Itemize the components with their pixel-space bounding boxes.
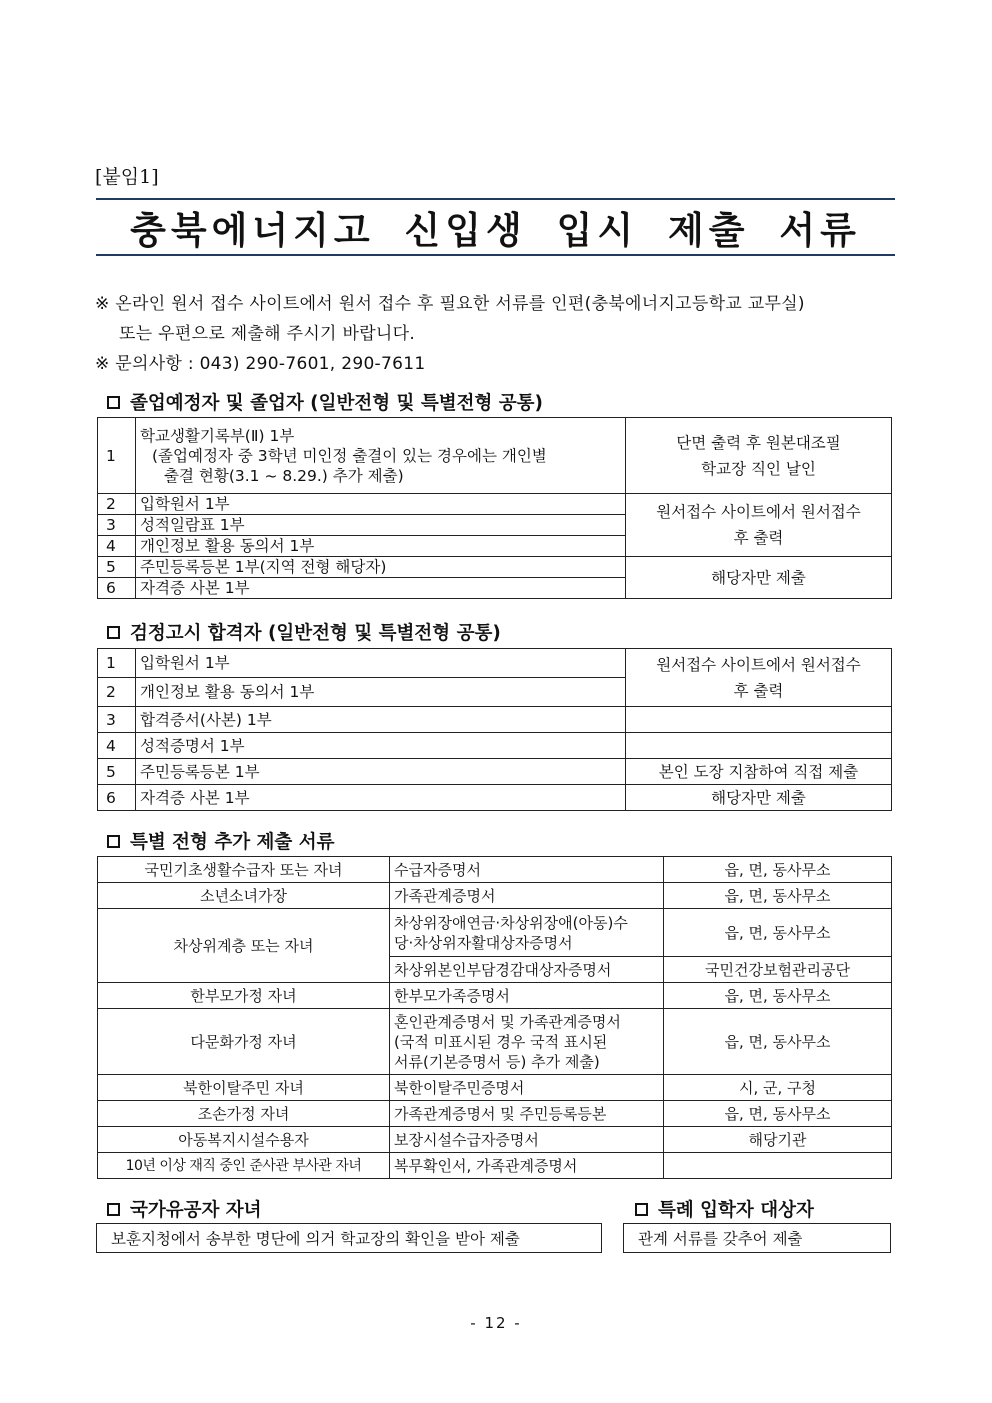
section2-heading bbox=[107, 619, 501, 645]
row-number: 1 bbox=[98, 418, 136, 494]
section5-heading bbox=[635, 1196, 814, 1222]
issuer-cell: 읍, 면, 동사무소 bbox=[664, 1101, 892, 1127]
checkbox-square-icon bbox=[107, 1203, 120, 1216]
table-row bbox=[98, 909, 892, 957]
row-number: 5 bbox=[98, 759, 136, 785]
section4-heading bbox=[107, 1196, 262, 1222]
table-row bbox=[98, 1101, 892, 1127]
doc-line: 당·차상위자활대상자증명서 bbox=[394, 933, 573, 952]
row-number: 4 bbox=[98, 536, 136, 557]
target-cell: 차상위계층 또는 자녀 bbox=[98, 909, 390, 983]
target-cell: 한부모가정 자녀 bbox=[98, 983, 390, 1009]
doc-cell: 성적증명서 1부 bbox=[136, 733, 626, 759]
issuer-cell: 읍, 면, 동사무소 bbox=[664, 983, 892, 1009]
row-number: 2 bbox=[98, 678, 136, 707]
doc-cell bbox=[390, 1009, 664, 1075]
table-row bbox=[98, 494, 892, 515]
row-number: 1 bbox=[98, 649, 136, 678]
target-cell: 북한이탈주민 자녀 bbox=[98, 1075, 390, 1101]
note-contact: ※ 문의사항 : 043) 290-7601, 290-7611 bbox=[95, 354, 426, 374]
table-row bbox=[98, 649, 892, 678]
national-merit-box bbox=[96, 1223, 602, 1253]
doc-line: 혼인관계증명서 및 가족관계증명서 bbox=[394, 1012, 621, 1031]
note-cell bbox=[626, 418, 892, 494]
target-cell: 국민기초생활수급자 또는 자녀 bbox=[98, 857, 390, 883]
issuer-cell: 읍, 면, 동사무소 bbox=[664, 857, 892, 883]
table-row bbox=[98, 707, 892, 733]
doc-cell: 주민등록등본 1부 bbox=[136, 759, 626, 785]
special-admission-table bbox=[97, 856, 892, 1179]
table-row bbox=[98, 857, 892, 883]
table-row bbox=[98, 557, 892, 578]
issuer-cell bbox=[664, 1153, 892, 1179]
section1-heading bbox=[107, 389, 543, 415]
doc-line: 서류(기본증명서 등) 추가 제출) bbox=[394, 1052, 600, 1071]
doc-cell bbox=[390, 909, 664, 957]
table-row bbox=[98, 1009, 892, 1075]
doc-line: (국적 미표시된 경우 국적 표시된 bbox=[394, 1032, 608, 1051]
doc-cell: 자격증 사본 1부 bbox=[136, 785, 626, 811]
note-line: 학교장 직인 날인 bbox=[701, 459, 816, 478]
issuer-cell: 읍, 면, 동사무소 bbox=[664, 883, 892, 909]
note-cell: 해당자만 제출 bbox=[626, 557, 892, 599]
checkbox-square-icon bbox=[107, 626, 120, 639]
doc-line: 출결 현황(3.1 ~ 8.29.) 추가 제출) bbox=[164, 466, 404, 485]
issuer-cell: 해당기관 bbox=[664, 1127, 892, 1153]
doc-cell: 주민등록등본 1부(지역 전형 해당자) bbox=[136, 557, 626, 578]
note-line: 후 출력 bbox=[733, 529, 784, 547]
doc-cell: 북한이탈주민증명서 bbox=[390, 1075, 664, 1101]
doc-cell: 차상위본인부담경감대상자증명서 bbox=[390, 957, 664, 983]
doc-cell: 개인정보 활용 동의서 1부 bbox=[136, 536, 626, 557]
national-merit-content: 보훈지청에서 송부한 명단에 의거 학교장의 확인을 받아 제출 bbox=[111, 1230, 520, 1248]
doc-cell: 보장시설수급자증명서 bbox=[390, 1127, 664, 1153]
row-number: 2 bbox=[98, 494, 136, 515]
table-row bbox=[98, 1127, 892, 1153]
page-number: - 12 - bbox=[470, 1314, 522, 1332]
row-number: 6 bbox=[98, 578, 136, 599]
section3-heading bbox=[107, 828, 334, 854]
section5-title: 특례 입학자 대상자 bbox=[658, 1200, 814, 1221]
note-cell bbox=[626, 733, 892, 759]
note-line-2: 또는 우편으로 제출해 주시기 바랍니다. bbox=[119, 324, 416, 344]
target-cell: 아동복지시설수용자 bbox=[98, 1127, 390, 1153]
row-number: 3 bbox=[98, 707, 136, 733]
table-row bbox=[98, 785, 892, 811]
note-line-1: ※ 온라인 원서 접수 사이트에서 원서 접수 후 필요한 서류를 인편(충북에너지고등학교 교무실) bbox=[95, 294, 805, 314]
doc-line: (졸업예정자 중 3학년 미인정 출결이 있는 경우에는 개인별 bbox=[152, 446, 547, 465]
section2-title: 검정고시 합격자 (일반전형 및 특별전형 공통) bbox=[130, 623, 501, 644]
table-row bbox=[98, 1153, 892, 1179]
table-row bbox=[98, 733, 892, 759]
section3-title: 특별 전형 추가 제출 서류 bbox=[130, 832, 335, 853]
section4-title: 국가유공자 자녀 bbox=[130, 1200, 262, 1221]
checkbox-square-icon bbox=[107, 396, 120, 409]
issuer-cell: 읍, 면, 동사무소 bbox=[664, 909, 892, 957]
doc-cell: 가족관계증명서 및 주민등록등본 bbox=[390, 1101, 664, 1127]
doc-cell: 입학원서 1부 bbox=[136, 494, 626, 515]
table-row bbox=[98, 418, 892, 494]
section1-title: 졸업예정자 및 졸업자 (일반전형 및 특별전형 공통) bbox=[130, 393, 543, 414]
doc-cell: 자격증 사본 1부 bbox=[136, 578, 626, 599]
note-cell: 해당자만 제출 bbox=[626, 785, 892, 811]
special-case-content: 관계 서류를 갖추어 제출 bbox=[638, 1230, 803, 1248]
doc-cell: 가족관계증명서 bbox=[390, 883, 664, 909]
table-row bbox=[98, 883, 892, 909]
target-cell: 다문화가정 자녀 bbox=[98, 1009, 390, 1075]
target-cell: 소년소녀가장 bbox=[98, 883, 390, 909]
page-title: 충북에너지고 신입생 입시 제출 서류 bbox=[130, 209, 861, 252]
doc-cell: 입학원서 1부 bbox=[136, 649, 626, 678]
checkbox-square-icon bbox=[635, 1203, 648, 1216]
issuer-cell: 시, 군, 구청 bbox=[664, 1075, 892, 1101]
doc-line: 학교생활기록부(Ⅱ) 1부 bbox=[140, 426, 295, 445]
note-cell: 본인 도장 지참하여 직접 제출 bbox=[626, 759, 892, 785]
graduates-table bbox=[97, 417, 892, 599]
note-line: 단면 출력 후 원본대조필 bbox=[676, 433, 841, 452]
doc-cell: 한부모가족증명서 bbox=[390, 983, 664, 1009]
row-number: 4 bbox=[98, 733, 136, 759]
doc-cell: 개인정보 활용 동의서 1부 bbox=[136, 678, 626, 707]
issuer-cell: 읍, 면, 동사무소 bbox=[664, 1009, 892, 1075]
note-line: 후 출력 bbox=[733, 681, 784, 700]
doc-cell: 합격증서(사본) 1부 bbox=[136, 707, 626, 733]
title-box bbox=[96, 198, 895, 256]
issuer-cell: 국민건강보험관리공단 bbox=[664, 957, 892, 983]
table-row bbox=[98, 1075, 892, 1101]
target-cell: 조손가정 자녀 bbox=[98, 1101, 390, 1127]
doc-cell: 성적일람표 1부 bbox=[136, 515, 626, 536]
row-number: 3 bbox=[98, 515, 136, 536]
row-number: 6 bbox=[98, 785, 136, 811]
ged-table bbox=[97, 648, 892, 811]
note-line: 원서접수 사이트에서 원서접수 bbox=[656, 655, 861, 674]
checkbox-square-icon bbox=[107, 835, 120, 848]
note-cell bbox=[626, 494, 892, 557]
target-cell: 10년 이상 재직 중인 준사관 부사관 자녀 bbox=[98, 1153, 390, 1179]
note-cell bbox=[626, 649, 892, 707]
doc-cell bbox=[136, 418, 626, 494]
row-number: 5 bbox=[98, 557, 136, 578]
doc-line: 차상위장애연금·차상위장애(아동)수 bbox=[394, 913, 628, 932]
special-case-box bbox=[623, 1223, 891, 1253]
note-cell bbox=[626, 707, 892, 733]
doc-cell: 수급자증명서 bbox=[390, 857, 664, 883]
table-row bbox=[98, 983, 892, 1009]
doc-cell: 복무확인서, 가족관계증명서 bbox=[390, 1153, 664, 1179]
table-row bbox=[98, 759, 892, 785]
note-line: 원서접수 사이트에서 원서접수 bbox=[656, 503, 861, 521]
attachment-label: [붙임1] bbox=[95, 166, 159, 188]
